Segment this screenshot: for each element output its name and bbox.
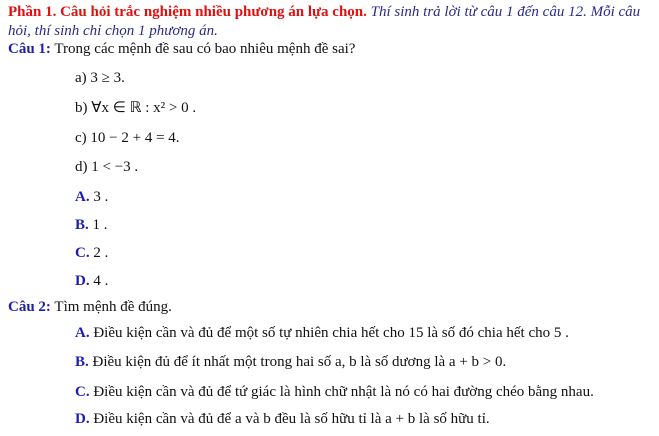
statement-label: d) — [75, 159, 88, 175]
question-text: Trong các mệnh đề sau có bao nhiêu mệnh đề sai? — [54, 41, 356, 57]
question-1 — [8, 40, 355, 58]
option-label: C. — [75, 384, 90, 400]
option-label: D. — [75, 411, 90, 427]
part-heading — [8, 3, 640, 21]
q2-option-d[interactable] — [75, 410, 490, 428]
part-title: Phần 1. Câu hỏi trắc nghiệm nhiều phương án lựa chọn. — [8, 4, 367, 20]
q2-option-c[interactable] — [75, 383, 594, 401]
statement-d — [75, 158, 138, 176]
q1-option-a[interactable] — [75, 188, 108, 206]
question-label: Câu 1: — [8, 41, 51, 57]
option-text: 3 . — [93, 189, 109, 205]
instruction-text-cont: hỏi, thí sinh chỉ chọn 1 phương án. — [8, 23, 218, 39]
statement-label: b) — [75, 100, 88, 116]
option-label: B. — [75, 217, 89, 233]
q1-option-b[interactable] — [75, 216, 108, 234]
statement-text: 3 ≥ 3. — [90, 70, 125, 86]
question-label: Câu 2: — [8, 299, 51, 315]
statement-c — [75, 129, 180, 147]
statement-text: 10 − 2 + 4 = 4. — [90, 130, 180, 146]
option-label: A. — [75, 189, 90, 205]
question-2 — [8, 298, 172, 316]
q1-option-d[interactable] — [75, 272, 108, 290]
question-text: Tìm mệnh đề đúng. — [54, 299, 172, 315]
option-text: Điều kiện cần và đủ để một số tự nhiên chia hết cho 15 là số đó chia hết cho 5 . — [93, 325, 569, 341]
option-text: Điều kiện cần và đủ để tứ giác là hình chữ nhật là nó có hai đường chéo bằng nhau. — [93, 384, 594, 400]
option-text: 1 . — [92, 217, 108, 233]
option-label: D. — [75, 273, 90, 289]
option-label: C. — [75, 245, 90, 261]
statement-label: c) — [75, 130, 87, 146]
option-text: Điều kiện đủ để ít nhất một trong hai số a, b là số dương là a + b > 0. — [92, 354, 507, 370]
q2-option-b[interactable] — [75, 353, 506, 371]
option-text: Điều kiện cần và đủ để a và b đều là số hữu tỉ là a + b là số hữu tỉ. — [93, 411, 490, 427]
q1-option-c[interactable] — [75, 244, 108, 262]
option-label: B. — [75, 354, 89, 370]
option-label: A. — [75, 325, 90, 341]
statement-a — [75, 69, 125, 87]
statement-text: ∀x ∈ ℝ : x² > 0 . — [91, 100, 197, 116]
instruction-text: Thí sinh trả lời từ câu 1 đến câu 12. Mỗi câu — [370, 4, 641, 20]
option-text: 2 . — [93, 245, 109, 261]
statement-text: 1 < −3 . — [91, 159, 139, 175]
statement-label: a) — [75, 70, 87, 86]
statement-b — [75, 99, 196, 117]
option-text: 4 . — [93, 273, 109, 289]
q2-option-a[interactable] — [75, 324, 569, 342]
